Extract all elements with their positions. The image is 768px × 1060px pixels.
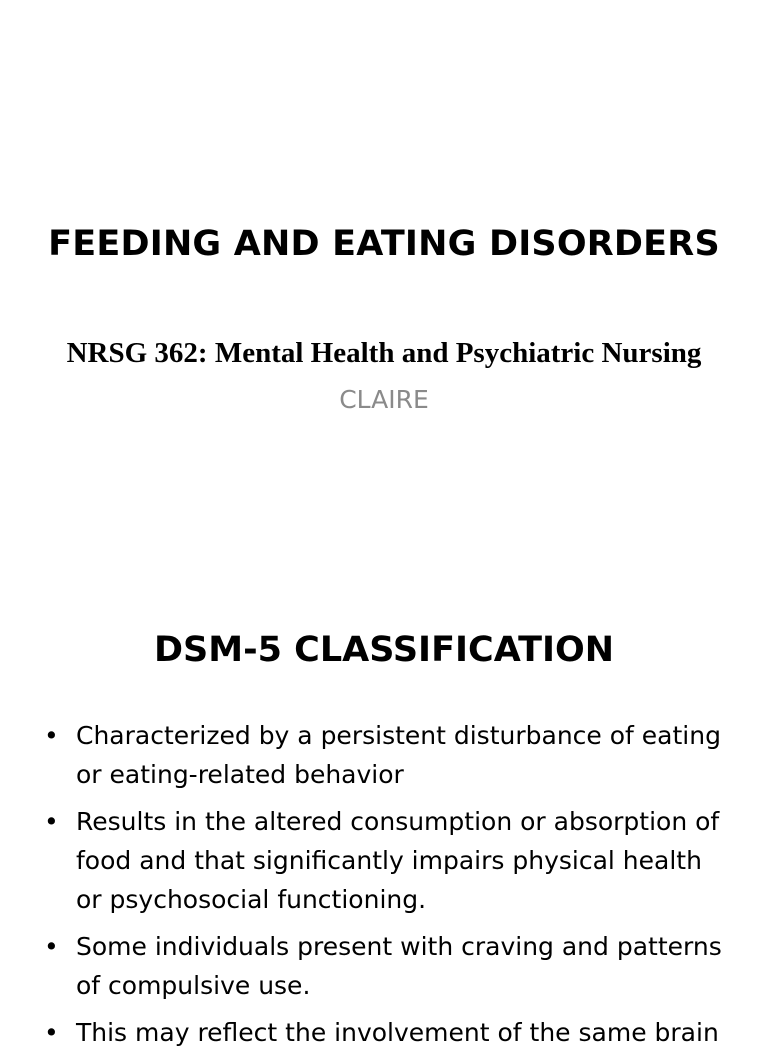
bullet-icon: • [44, 1018, 59, 1047]
bullet-icon: • [44, 932, 59, 961]
bullet-item [0, 927, 768, 1005]
author-name: CLAIRE [339, 385, 429, 414]
bullet-item [0, 1013, 768, 1052]
presentation-title: FEEDING AND EATING DISORDERS [48, 224, 720, 264]
bullet-text: Results in the altered consumption or absorption of food and that significantly impairs physical health or psychosocial functioning. [76, 807, 720, 914]
bullet-icon: • [44, 807, 59, 836]
course-subtitle: NRSG 362: Mental Health and Psychiatric Nursing [66, 337, 702, 369]
bullet-text: Characterized by a persistent disturbance of eating or eating-related behavior [76, 721, 721, 789]
slide-title: DSM-5 CLASSIFICATION [153, 630, 615, 670]
bullet-text: This may reflect the involvement of the same brain [76, 1018, 719, 1047]
content-slide [0, 576, 768, 1047]
bullet-text: Some individuals present with craving and patterns of compulsive use. [76, 932, 722, 1000]
bullet-list [0, 716, 768, 1060]
bullet-item [0, 716, 768, 794]
bullet-item [0, 802, 768, 919]
bullet-icon: • [44, 721, 59, 750]
